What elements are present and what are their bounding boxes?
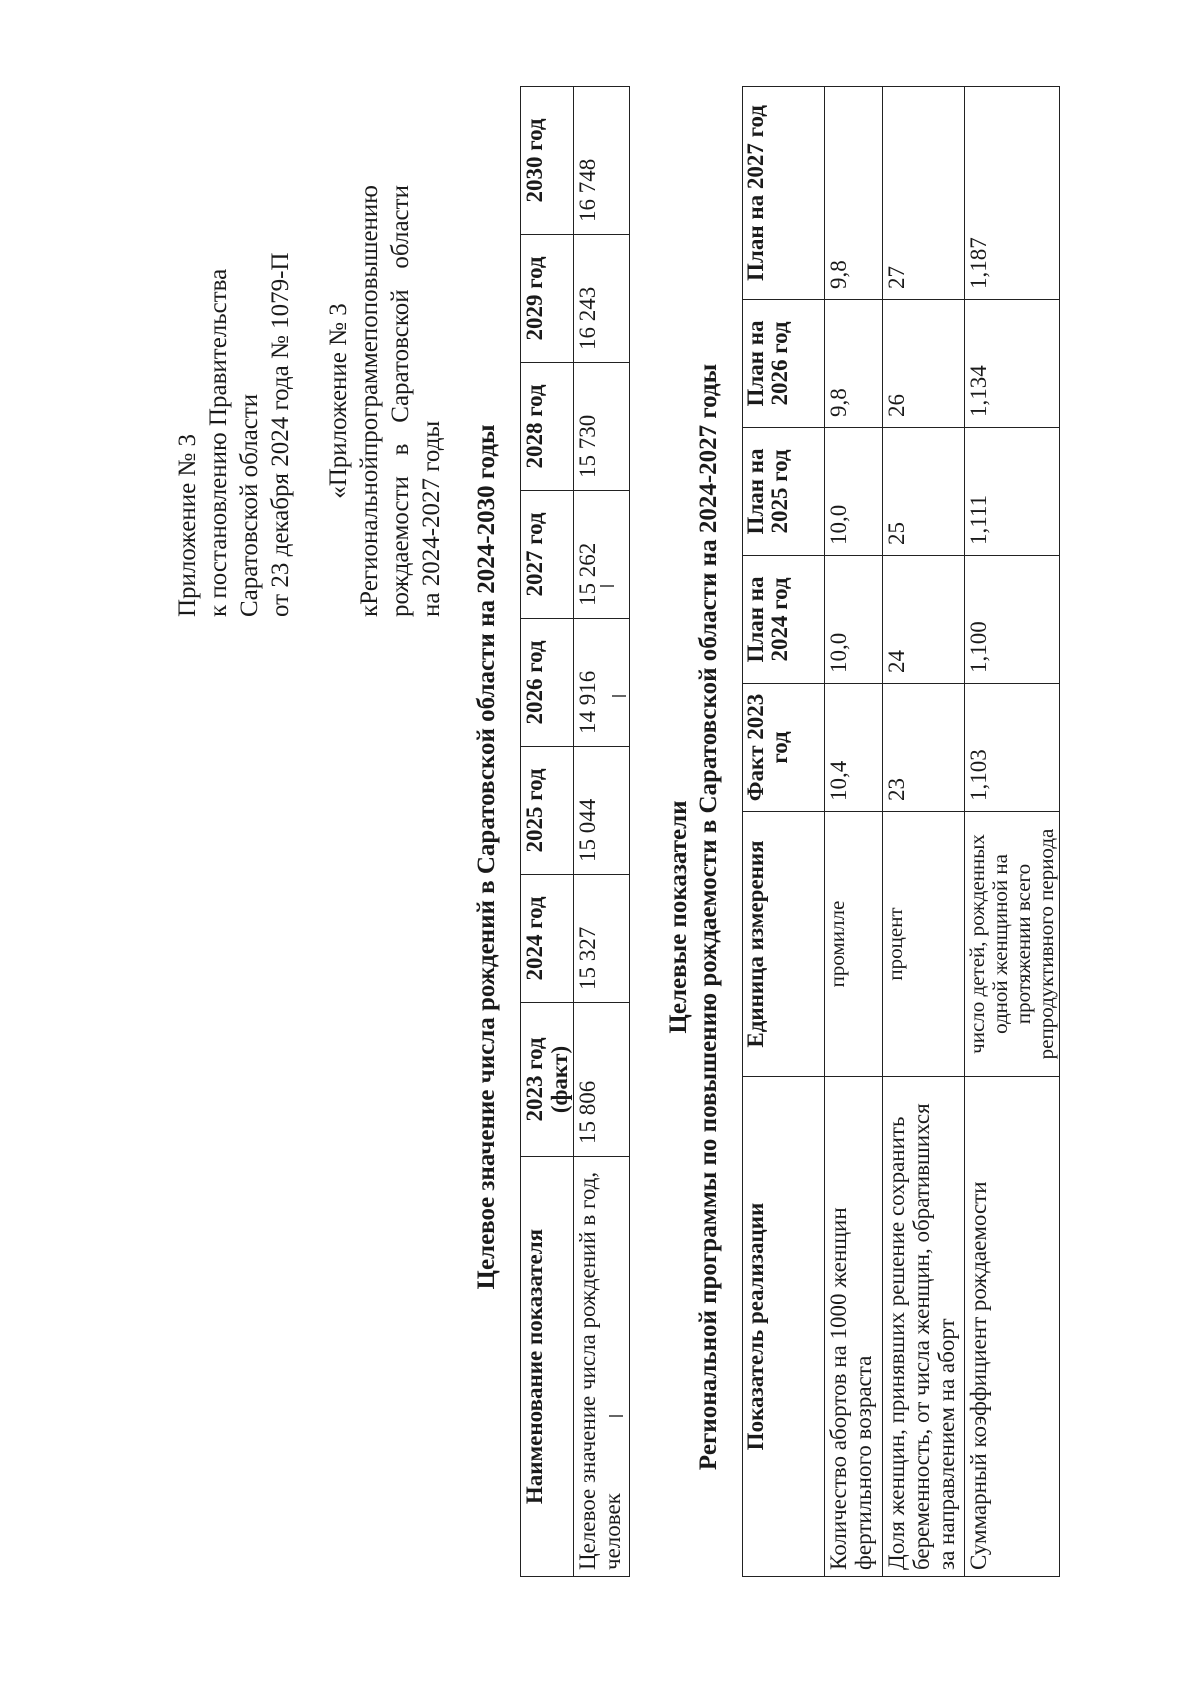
- births-table: [520, 86, 630, 1577]
- table-row: [825, 87, 883, 1577]
- program-appendix-header: [323, 185, 447, 617]
- value-cell: 9,8: [825, 87, 883, 300]
- word: по: [356, 315, 383, 342]
- table-row: [883, 87, 965, 1577]
- scan-mark: [600, 585, 614, 587]
- word: рождаемости: [387, 476, 414, 617]
- value-cell: 9,8: [825, 300, 883, 428]
- column-header: 2030 год: [521, 87, 574, 235]
- value-cell: 15 327: [574, 875, 630, 1003]
- unit-cell: промилле: [825, 812, 883, 1077]
- indicator-name: Целевое значение числа рождений в год, человек: [574, 1157, 630, 1577]
- indicators-title-line-1: Целевые показатели: [665, 800, 692, 1034]
- column-header: 2023 год (факт): [521, 1003, 574, 1157]
- column-header: План на 2026 год: [743, 300, 825, 428]
- value-cell: 15 806: [574, 1003, 630, 1157]
- value-cell: 1,100: [965, 556, 1060, 684]
- value-cell: 16 243: [574, 235, 630, 363]
- indicators-table: [742, 86, 1060, 1577]
- column-header: План на 2025 год: [743, 428, 825, 556]
- column-header: Наименование показателя: [521, 1157, 574, 1577]
- appendix-header: [172, 197, 296, 617]
- word: в: [387, 443, 414, 456]
- value-cell: 27: [883, 87, 965, 300]
- indicators-table-header: [743, 87, 825, 1577]
- word: области: [387, 185, 414, 269]
- appendix-line: Саратовской области: [236, 393, 263, 617]
- program-appendix-line-1: [354, 185, 385, 617]
- table-row: [965, 87, 1060, 1577]
- scan-mark: [612, 695, 626, 697]
- program-appendix-line-2: [385, 185, 416, 617]
- value-cell: 23: [883, 684, 965, 812]
- column-header: 2027 год: [521, 491, 574, 619]
- word: повышению: [356, 185, 383, 316]
- scan-mark: [609, 1415, 623, 1417]
- column-header: 2025 год: [521, 747, 574, 875]
- value-cell: 10,0: [825, 428, 883, 556]
- indicator-name: Суммарный коэффициент рождаемости: [965, 1077, 1060, 1577]
- table-row: [574, 87, 630, 1577]
- column-header: План на 2027 год: [743, 87, 825, 300]
- program-appendix-line-3: на 2024-2027 годы: [418, 420, 445, 617]
- value-cell: 1,134: [965, 300, 1060, 428]
- value-cell: 1,111: [965, 428, 1060, 556]
- value-cell: 15 730: [574, 363, 630, 491]
- indicators-title-line-2: Региональной программы по повышению рождаемости в Саратовской области на 2024-2027 годы: [695, 363, 722, 1471]
- value-cell: 10,4: [825, 684, 883, 812]
- unit-cell: процент: [883, 812, 965, 1077]
- value-cell: 14 916: [574, 619, 630, 747]
- indicator-name: Доля женщин, принявших решение сохранить беременность, от числа женщин, обратившихся за направлением на аборт: [883, 1077, 965, 1577]
- value-cell: 16 748: [574, 87, 630, 235]
- value-cell: 15 262: [574, 491, 630, 619]
- column-header: Показатель реализации: [743, 1077, 825, 1577]
- indicator-name: Количество абортов на 1000 женщин фертильного возраста: [825, 1077, 883, 1577]
- column-header: Единица измерения: [743, 812, 825, 1077]
- value-cell: 10,0: [825, 556, 883, 684]
- value-cell: 1,103: [965, 684, 1060, 812]
- column-header: 2026 год: [521, 619, 574, 747]
- value-cell: 25: [883, 428, 965, 556]
- column-header: 2028 год: [521, 363, 574, 491]
- word: Саратовской: [387, 289, 414, 423]
- word: Региональной: [356, 456, 383, 605]
- appendix-line: к постановлению Правительства: [205, 268, 232, 617]
- appendix-line: от 23 декабря 2024 года № 1079-П: [267, 252, 294, 617]
- column-header: Факт 2023 год: [743, 684, 825, 812]
- word: к: [356, 604, 383, 617]
- value-cell: 26: [883, 300, 965, 428]
- column-header: План на 2024 год: [743, 556, 825, 684]
- births-table-title: Целевое значение числа рождений в Саратовской области на 2024-2030 годы: [473, 424, 500, 1290]
- appendix-line: Приложение № 3: [174, 433, 201, 617]
- program-appendix-title: «Приложение № 3: [325, 303, 352, 499]
- value-cell: 15 044: [574, 747, 630, 875]
- word: программе: [356, 341, 383, 457]
- births-table-header: [521, 87, 574, 1577]
- value-cell: 24: [883, 556, 965, 684]
- unit-cell: число детей, рожденных одной женщиной на протяжении всего репродуктивного периода: [965, 812, 1060, 1077]
- column-header: 2029 год: [521, 235, 574, 363]
- value-cell: 1,187: [965, 87, 1060, 300]
- column-header: 2024 год: [521, 875, 574, 1003]
